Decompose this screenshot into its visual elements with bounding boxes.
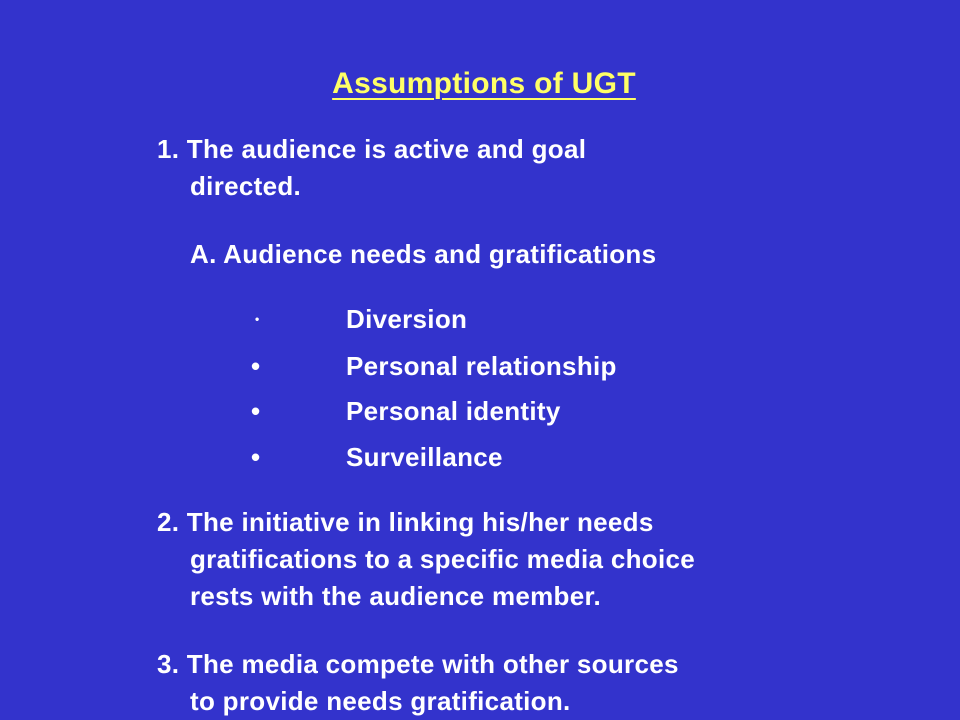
point-1-line-2: directed. [190, 171, 302, 201]
bullet-text: Surveillance [346, 442, 503, 472]
point-3-line-1: 3. The media compete with other sources [157, 649, 679, 679]
point-3-line-2: to provide needs gratification. [190, 686, 571, 716]
point-1-line-1: 1. The audience is active and goal [157, 134, 587, 164]
bullet-item [0, 437, 900, 477]
bullet-marker: • [251, 396, 261, 426]
bullet-marker: • [251, 351, 261, 381]
bullet-item [0, 346, 900, 386]
point-2-line-1: 2. The initiative in linking his/her needs [157, 507, 654, 537]
bullet-marker: • [255, 312, 260, 326]
point-2-line-3: rests with the audience member. [190, 581, 601, 611]
bullet-text: Personal relationship [346, 351, 617, 381]
bullet-item [0, 299, 900, 339]
bullet-marker: • [251, 442, 261, 472]
slide-title: Assumptions of UGT [332, 67, 636, 100]
point-1 [157, 131, 837, 205]
bullet-text: Diversion [346, 304, 468, 334]
point-2 [157, 504, 837, 615]
point-2-line-2: gratifications to a specific media choice [190, 544, 696, 574]
point-3 [157, 646, 837, 720]
bullet-item [0, 391, 900, 431]
point-1a-heading: A. Audience needs and gratifications [190, 239, 657, 269]
bullet-text: Personal identity [346, 396, 561, 426]
